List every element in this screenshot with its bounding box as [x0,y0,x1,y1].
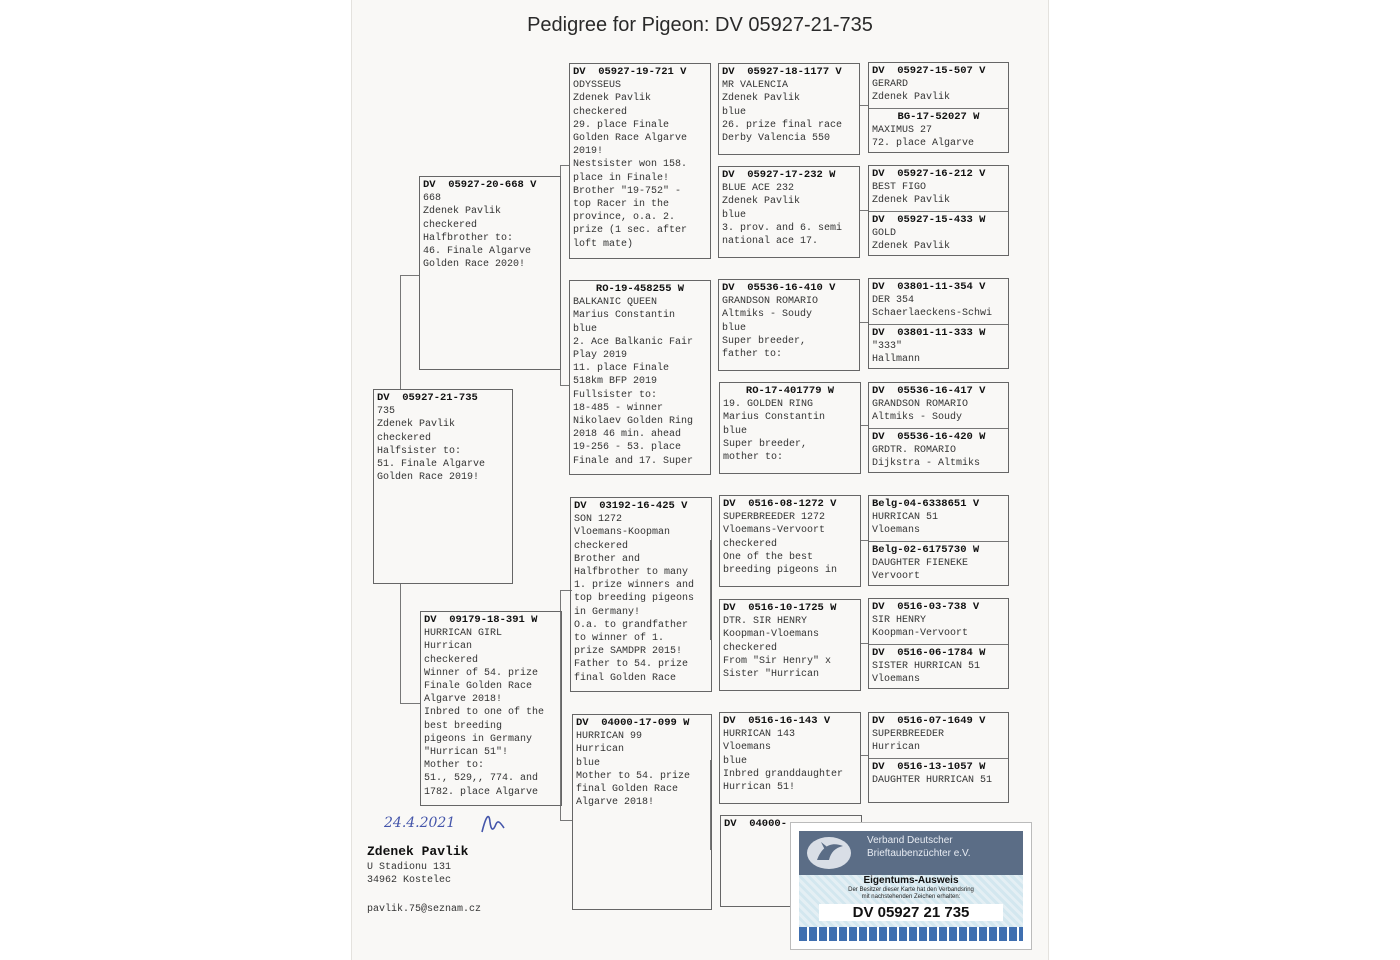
sire-card [419,176,561,370]
great-great-grandparents-pair [868,278,1009,369]
ring-number: DV 05536-16-410 V [722,282,836,294]
pigeon-info: 668 Zdenek Pavlik checkered Halfbrother to: 46. Finale Algarve Golden Race 2020! [423,193,532,271]
pigeon-info: GERARD Zdenek Pavlik [872,79,951,104]
connector-line [860,322,868,323]
ring-number: DV 05536-16-420 W [872,431,986,443]
pigeon-info: DTR. SIR HENRY Koopman-Vloemans checkered From "Sir Henry" x Sister "Hurrican [723,616,832,681]
ring-number: RO-19-458255 W [595,283,685,295]
ring-number: DV 0516-16-143 V [723,715,831,727]
pigeon-info: MAXIMUS 27 72. place Algarve [872,125,975,150]
card-header [799,831,1023,875]
pigeon-info: SUPERBREEDER 1272 Vloemans-Vervoort checkered One of the best breeding pigeons in [723,512,838,577]
owner-email: pavlik.75@seznam.cz [367,904,482,915]
pigeon-info: GRANDSON ROMARIO Altmiks - Soudy [872,399,969,424]
pigeon-info: HURRICAN 143 Vloemans blue Inbred granddaughter Hurrican 51! [723,729,844,794]
pigeon-info: "333" Hallmann [872,341,921,366]
pigeon-info: HURRICAN GIRL Hurrican checkered Winner of 54. prize Finale Golden Race Algarve 2018! Inbred to one of the best breeding pigeons in Germany "Hurrican 51"! Mother to: 51., 529,, 774. and 1782. place Algarve [424,628,545,798]
pigeon-info: BEST FIGO Zdenek Pavlik [872,182,951,207]
pigeon-logo-icon [803,834,855,872]
pigeon-info: HURRICAN 99 Hurrican blue Mother to 54. prize final Golden Race Algarve 2018! [576,731,691,809]
ring-number: DV 0516-03-738 V [872,601,980,613]
pigeon-info: MR VALENCIA Zdenek Pavlik blue 26. prize final race Derby Valencia 550 [722,80,843,145]
ring-number: DV 0516-07-1649 V [872,715,986,727]
ring-number: DV 04000- [724,818,788,830]
great-great-grandparents-pair [868,62,1009,153]
ring-number: DV 09179-18-391 W [424,614,538,626]
great-grandparent-card [719,495,861,587]
connector-line [400,275,420,276]
ring-number: DV 05927-18-1177 V [722,66,842,78]
owner-street: U Stadionu 131 [367,862,452,873]
great-grandparent-card [718,279,860,371]
connector-line [860,540,868,541]
ring-number: DV 03801-11-354 V [872,281,986,293]
pigeon-info: DER 354 Schaerlaeckens-Schwi [872,295,993,320]
owner-city: 34962 Kostelec [367,875,452,886]
pigeon-info: 19. GOLDEN RING Marius Constantin blue Super breeder, mother to: [723,399,826,464]
pigeon-info: GOLD Zdenek Pavlik [872,228,951,253]
grandparent-card [569,280,711,475]
connector-line [860,425,868,426]
ring-number: BG-17-52027 W [897,111,980,123]
connector-line [400,583,401,703]
pigeon-info: SON 1272 Vloemans-Koopman checkered Brother and Halfbrother to many 1. prize winners and top breeding pigeons in Germany! O.a. to grandfather to winner of 1. prize SAMDPR 2015! Father to 54. prize final Golden Race [574,514,695,684]
page-title: Pedigree for Pigeon: DV 05927-21-735 [527,14,873,36]
ownership-card [790,822,1032,950]
great-great-grandparents-pair [868,495,1009,586]
great-great-grandparents-pair [868,382,1009,473]
connector-line [860,755,868,756]
pigeon-info: 735 Zdenek Pavlik checkered Halfsister to: 51. Finale Algarve Golden Race 2019! [377,406,486,484]
card-title: Eigentums-Ausweis [863,875,959,886]
ring-number: Belg-04-6338651 V [872,498,980,510]
ring-number: DV 03801-11-333 W [872,327,986,339]
connector-line [860,210,868,211]
connector-line [400,275,401,390]
pigeon-info: DAUGHTER HURRICAN 51 [872,775,993,787]
ring-number: DV 04000-17-099 W [576,717,690,729]
owner-address [367,843,481,916]
pigeon-info: SISTER HURRICAN 51 Vloemans [872,661,981,686]
ring-number: DV 05927-20-668 V [423,179,537,191]
association-name: Verband Deutscher Brieftaubenzüchter e.V. [867,835,971,859]
dam-card [420,611,562,806]
pigeon-info: GRDTR. ROMARIO Dijkstra - Altmiks [872,445,981,470]
ring-number: Belg-02-6175730 W [872,544,980,556]
pigeon-info: BALKANIC QUEEN Marius Constantin blue 2. Ace Balkanic Fair Play 2019 11. place Finale 518km BFP 2019 Fullsister to: 18-485 - winner Nikolaev Golden Ring 2018 46 min. ahead 19-256 - 53. place Finale and 17. Super [573,297,694,467]
pigeon-info: HURRICAN 51 Vloemans [872,512,939,537]
subject-pigeon-card [373,389,513,584]
ring-number: DV 0516-13-1057 W [872,761,986,773]
pigeon-info: ODYSSEUS Zdenek Pavlik checkered 29. place Finale Golden Race Algarve 2019! Nestsister won 158. place in Finale! Brother "19-752" - top Racer in the province, o.a. 2. prize (1 sec. after loft mate) [573,80,688,250]
connector-line [860,105,868,106]
great-great-grandparents-pair [868,165,1009,256]
great-grandparent-card [719,382,861,474]
card-security-strip [799,927,1023,941]
ring-number: DV 03192-16-425 V [574,500,688,512]
connector-line [860,643,868,644]
great-grandparent-card [719,599,861,691]
grandparent-card [570,497,712,692]
card-text: Der Besitzer dieser Karte hat den Verbandsring mit nachstehenden Zeichen erhalten: [848,887,974,900]
ring-number: DV 05536-16-417 V [872,385,986,397]
signature-mark [480,810,508,836]
great-great-grandparents-pair [868,712,1009,803]
pigeon-info: GRANDSON ROMARIO Altmiks - Soudy blue Super breeder, father to: [722,296,819,361]
ring-number: DV 05927-17-232 W [722,169,836,181]
great-grandparent-card [719,712,861,804]
ring-number: DV 0516-08-1272 V [723,498,837,510]
ring-number: DV 0516-10-1725 W [723,602,837,614]
signature-date: 24.4.2021 [384,815,456,831]
great-grandparent-card [718,166,860,258]
pigeon-info: BLUE ACE 232 Zdenek Pavlik blue 3. prov. and 6. semi national ace 17. [722,183,843,248]
great-grandparent-card [718,63,860,155]
grandparent-card [572,714,712,910]
connector-line [560,820,572,821]
grandparent-card [569,63,711,259]
card-ring-id: DV 05927 21 735 [819,904,1003,921]
ring-number: DV 05927-15-433 W [872,214,986,226]
pigeon-info: SUPERBREEDER Hurrican [872,729,945,754]
connector-line [400,703,420,704]
pigeon-info: DAUGHTER FIENEKE Vervoort [872,558,969,583]
ring-number: DV 05927-19-721 V [573,66,687,78]
ring-number: DV 05927-16-212 V [872,168,986,180]
great-great-grandparents-pair [868,598,1009,689]
pigeon-info: SIR HENRY Koopman-Vervoort [872,615,969,640]
ring-number: DV 05927-21-735 [377,392,478,404]
ring-number: RO-17-401779 W [745,385,835,397]
owner-name: Zdenek Pavlik [367,844,469,859]
ring-number: DV 0516-06-1784 W [872,647,986,659]
ring-number: DV 05927-15-507 V [872,65,986,77]
